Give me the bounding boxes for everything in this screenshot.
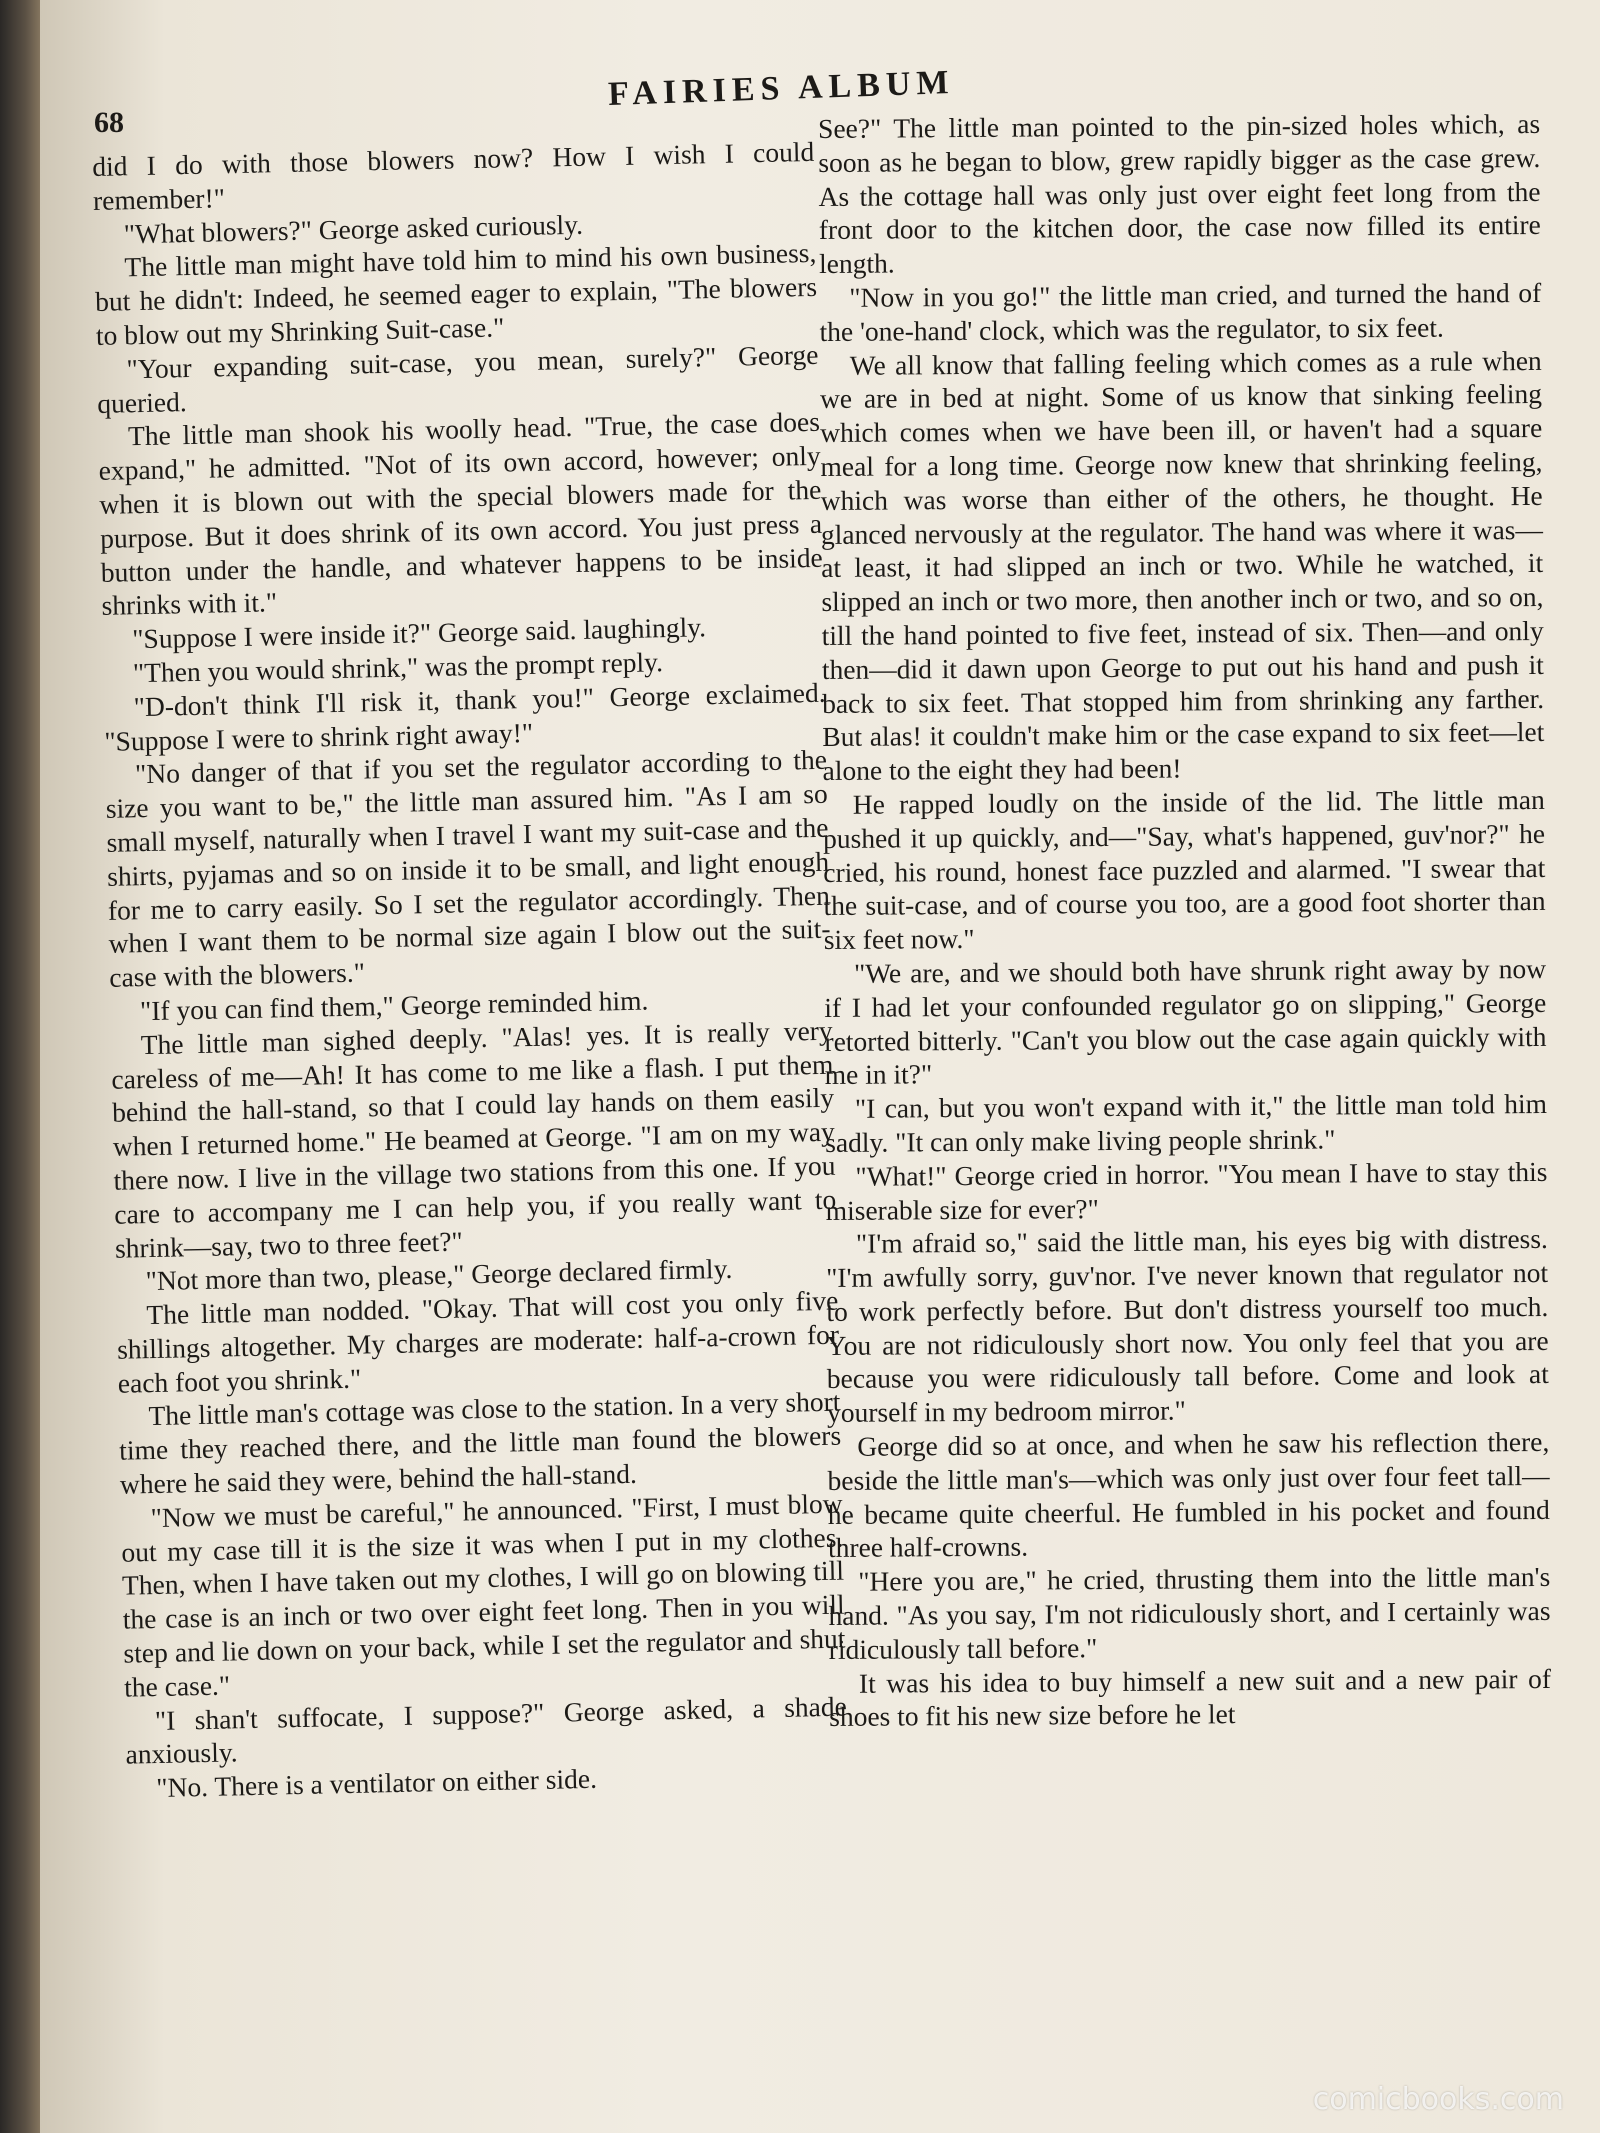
paragraph: The little man's cottage was close to the station. In a very short time they reached there, and the little man found the blowers where he said they were, behind the hall-stand. bbox=[118, 1386, 842, 1500]
watermark: comicbooks.com bbox=[1312, 2082, 1564, 2117]
paragraph: "Suppose I were inside it?" George said. laughingly. bbox=[131, 611, 707, 655]
paragraph: The little man nodded. "Okay. That will cost you only five shillings altogether. My charges are moderate: half-a-crown for each foot you shrink." bbox=[116, 1284, 840, 1399]
paragraph: "Then you would shrink," was the prompt reply. bbox=[132, 646, 664, 689]
book-page bbox=[40, 0, 1600, 2133]
paragraph: The little man shook his woolly head. "True, the case does expand," he admitted. "Not of its own accord, however; only when it is blown out with the special blowers made for the purpose. But it does shrink of its own accord. You just press a button under the handle, and whatever happens to be inside shrinks with it." bbox=[98, 406, 824, 622]
running-title: FAIRIES ALBUM bbox=[607, 63, 956, 114]
paragraph: George did so at once, and when he saw his reflection there, beside the little man's—which was only just over four feet tall—he became quite cheerful. He fumbled in his pocket and found three half-crowns. bbox=[827, 1426, 1550, 1564]
paragraph: He rapped loudly on the inside of the lid. The little man pushed it up quickly, and—"Say, what's happened, guv'nor?" he cried, his round, honest face puzzled and alarmed. "I swear that the suit-case, and of course you too, are a good foot shorter than six feet now." bbox=[822, 783, 1546, 956]
paragraph: "Now in you go!" the little man cried, and turned the hand of the 'one-hand' clock, which was the regulator, to six feet. bbox=[819, 276, 1542, 347]
paragraph: We all know that falling feeling which comes as a rule when we are in bed at night. Some of us know that sinking feeling which comes when we have been ill, or haven't had a square meal for a long time. George now knew that shrinking feeling, which was worse than either of the others, he thought. He glanced nervously at the regulator. The hand was where it was—at least, it had slipped an inch or two. While he watched, it slipped an inch or two more, then another inch or two, and so on, till the hand pointed to five feet, instead of six. Then—and only then—did it dawn upon George to put out his hand and push it back to six feet. That stopped him from shrinking any farther. But alas! it couldn't make him or the case expand to six feet—let alone to the eight they had been! bbox=[819, 344, 1545, 787]
book-spine bbox=[0, 0, 42, 2133]
paragraph: "No danger of that if you set the regulator according to the size you want to be," the little man assured him. "As I am so small myself, naturally when I travel I want my suit-case and the shirts, pyjamas and so on inside it to be small, and light enough for me to carry easily. So I set the regulator accordingly. Then when I want them to be normal size again I blow out the suit-case with the blowers." bbox=[105, 744, 831, 993]
paragraph: "Now we must be careful," he announced. "First, I must blow out my case till it is the size it was when I put in my clothes. Then, when I have taken out my clothes, I will go on blowing till the case is an inch or two over eight feet long. Then in you will step and lie down on your back, while I set the regulator and shut the case." bbox=[121, 1487, 846, 1703]
paragraph: "Not more than two, please," George declared firmly. bbox=[145, 1253, 733, 1297]
paragraph: "D-don't think I'll risk it, thank you!" George exclaimed. "Suppose I were to shrink right away!" bbox=[104, 676, 826, 757]
paragraph: "I'm afraid so," said the little man, his eyes big with distress. "I'm awfully sorry, guv'nor. I've never known that regulator not to work perfectly before. But don't distress yourself too much. You are not ridiculously short now. You only feel that you are because you were ridiculously tall before. Come and look at yourself in my bedroom mirror." bbox=[826, 1223, 1549, 1429]
paragraph: "No. There is a ventilator on either side. bbox=[155, 1763, 598, 1804]
paragraph: The little man sighed deeply. "Alas! yes. It is really very careless of me—Ah! It has come to me like a flash. I put them behind the hall-stand, so that I could lay hands on them easily when I returned home." He beamed at George. "I am on my way there now. I live in the village two stations from this one. If you care to accompany me I can help you, if you really want to shrink—say, two to three feet?" bbox=[111, 1014, 837, 1264]
paragraph: "I shan't suffocate, I suppose?" George asked, a shade anxiously. bbox=[125, 1690, 848, 1771]
paragraph: "What!" George cried in horror. "You mean I have to stay this miserable size for ever?" bbox=[825, 1155, 1548, 1226]
paragraph: See?" The little man pointed to the pin-sized holes which, as soon as he began to blow, grew rapidly bigger as the case grew. As the cottage hall was only just over eight feet long from the front door to the kitchen door, the case now filled its entire length. bbox=[818, 107, 1541, 280]
right-text-column bbox=[818, 107, 1551, 1734]
paragraph: "If you can find them," George reminded him. bbox=[139, 984, 649, 1027]
paragraph: It was his idea to buy himself a new suit and a new pair of shoes to fit his new size before he let bbox=[829, 1662, 1552, 1733]
paragraph: The little man might have told him to mind his own business, but he didn't: Indeed, he seemed eager to explain, "The blowers to blow out my Shrinking Suit-case." bbox=[94, 237, 818, 351]
paragraph: "What blowers?" George asked curiously. bbox=[123, 208, 584, 249]
paragraph: "Your expanding suit-case, you mean, surely?" George queried. bbox=[96, 338, 819, 419]
paragraph: did I do with those blowers now? How I wish I could remember!" bbox=[92, 135, 815, 216]
paragraph: "We are, and we should both have shrunk right away by now if I had let your confounded regulator go on slipping," George retorted bitterly. "Can't you blow out the case again quickly with me in it?" bbox=[824, 952, 1547, 1091]
page-number: 68 bbox=[94, 106, 124, 139]
left-text-column bbox=[92, 135, 849, 1806]
paragraph: "Here you are," he cried, thrusting them into the little man's hand. "As you say, I'm not ridiculously short, and I certainly was ridiculously tall before." bbox=[828, 1561, 1551, 1665]
paragraph: "I can, but you won't expand with it," the little man told him sadly. "It can only make living people shrink." bbox=[825, 1088, 1548, 1158]
